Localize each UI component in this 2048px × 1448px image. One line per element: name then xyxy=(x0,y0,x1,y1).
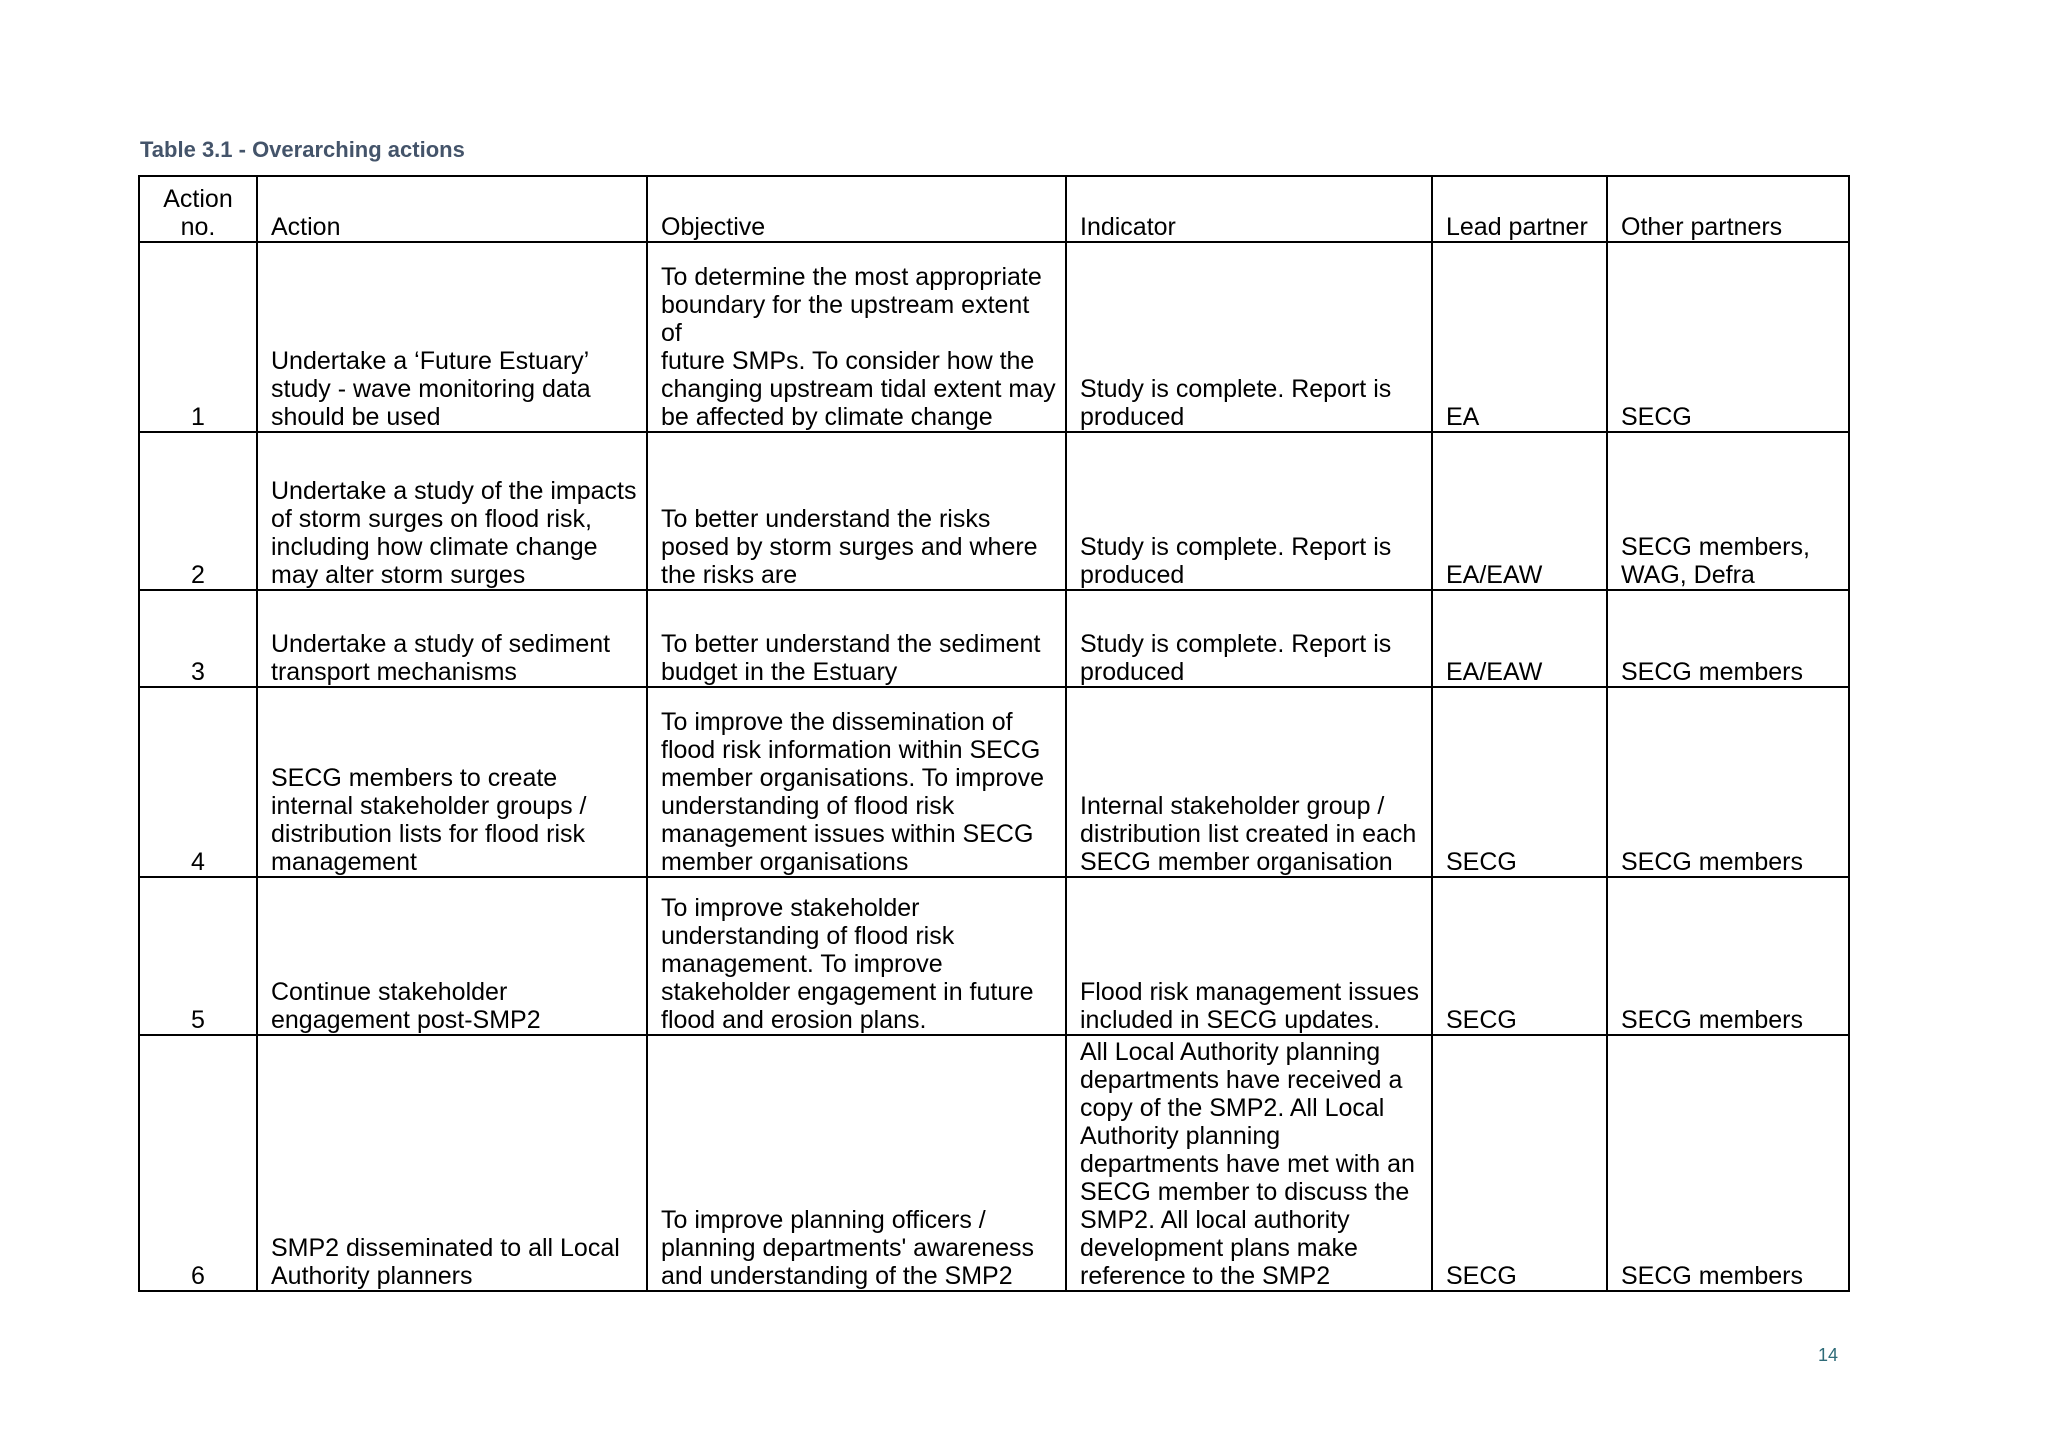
table-header-row xyxy=(139,176,1849,242)
header-lead-partner: Lead partner xyxy=(1432,176,1607,242)
cell-lead-partner: SECG xyxy=(1432,687,1607,877)
cell-indicator: Internal stakeholder group / distribution list created in each SECG member organisation xyxy=(1066,687,1432,877)
cell-lead-partner: SECG xyxy=(1432,1035,1607,1291)
cell-action: Undertake a study of sediment transport mechanisms xyxy=(257,590,647,687)
table-caption: Table 3.1 - Overarching actions xyxy=(140,137,465,162)
cell-indicator: Flood risk management issues included in SECG updates. xyxy=(1066,877,1432,1035)
header-action-no: Action no. xyxy=(139,176,257,242)
cell-objective: To better understand the risks posed by storm surges and where the risks are xyxy=(647,432,1066,590)
cell-action-no: 6 xyxy=(139,1035,257,1291)
table-row xyxy=(139,432,1849,590)
cell-other-partners: SECG xyxy=(1607,242,1849,432)
cell-action-no: 1 xyxy=(139,242,257,432)
cell-objective: To improve planning officers / planning departments' awareness and understanding of the SMP2 xyxy=(647,1035,1066,1291)
table-row xyxy=(139,590,1849,687)
cell-other-partners: SECG members, WAG, Defra xyxy=(1607,432,1849,590)
cell-lead-partner: EA/EAW xyxy=(1432,590,1607,687)
cell-indicator: All Local Authority planning departments have received a copy of the SMP2. All Local Authority planning departments have met with an SECG member to discuss the SMP2. All local authority development plans make reference to the SMP2 xyxy=(1066,1035,1432,1291)
header-action: Action xyxy=(257,176,647,242)
cell-lead-partner: SECG xyxy=(1432,877,1607,1035)
cell-action: Continue stakeholder engagement post-SMP2 xyxy=(257,877,647,1035)
table-row xyxy=(139,1035,1849,1291)
cell-action: SMP2 disseminated to all Local Authority planners xyxy=(257,1035,647,1291)
table-row xyxy=(139,242,1849,432)
table-row xyxy=(139,687,1849,877)
cell-objective: To improve stakeholder understanding of flood risk management. To improve stakeholder engagement in future flood and erosion plans. xyxy=(647,877,1066,1035)
cell-other-partners: SECG members xyxy=(1607,877,1849,1035)
cell-action-no: 2 xyxy=(139,432,257,590)
header-indicator: Indicator xyxy=(1066,176,1432,242)
cell-action: Undertake a study of the impacts of storm surges on flood risk, including how climate change may alter storm surges xyxy=(257,432,647,590)
overarching-actions-table xyxy=(138,175,1850,1292)
cell-action: SECG members to create internal stakeholder groups / distribution lists for flood risk management xyxy=(257,687,647,877)
header-objective: Objective xyxy=(647,176,1066,242)
cell-other-partners: SECG members xyxy=(1607,687,1849,877)
cell-lead-partner: EA/EAW xyxy=(1432,432,1607,590)
page-number: 14 xyxy=(1818,1345,1839,1365)
cell-action-no: 4 xyxy=(139,687,257,877)
cell-action-no: 3 xyxy=(139,590,257,687)
cell-other-partners: SECG members xyxy=(1607,1035,1849,1291)
cell-action-no: 5 xyxy=(139,877,257,1035)
header-other-partners: Other partners xyxy=(1607,176,1849,242)
cell-indicator: Study is complete. Report is produced xyxy=(1066,432,1432,590)
cell-objective: To better understand the sediment budget in the Estuary xyxy=(647,590,1066,687)
cell-lead-partner: EA xyxy=(1432,242,1607,432)
cell-action: Undertake a ‘Future Estuary’ study - wave monitoring data should be used xyxy=(257,242,647,432)
cell-objective: To determine the most appropriate boundary for the upstream extent of future SMPs. To consider how the changing upstream tidal extent may be affected by climate change xyxy=(647,242,1066,432)
cell-objective: To improve the dissemination of flood risk information within SECG member organisations. To improve understanding of flood risk management issues within SECG member organisations xyxy=(647,687,1066,877)
cell-other-partners: SECG members xyxy=(1607,590,1849,687)
cell-indicator: Study is complete. Report is produced xyxy=(1066,590,1432,687)
table-row xyxy=(139,877,1849,1035)
cell-indicator: Study is complete. Report is produced xyxy=(1066,242,1432,432)
